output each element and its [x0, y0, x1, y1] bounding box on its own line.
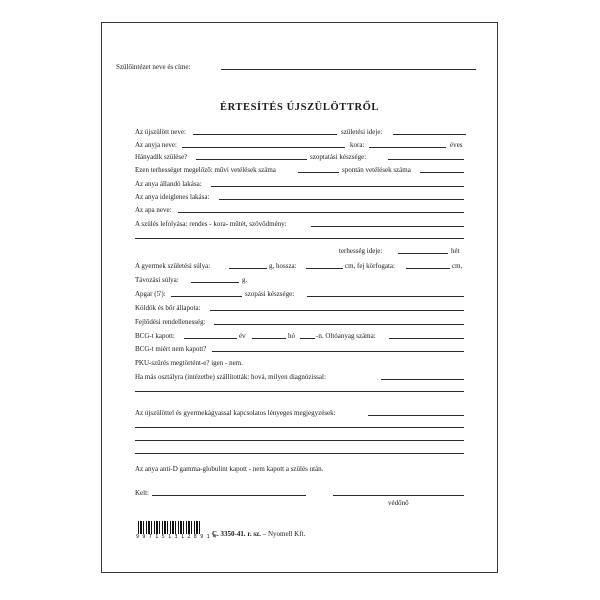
delivery-course-label: A szülés lefolyása: rendes - kora- műtét, szövődmény: [135, 220, 287, 228]
birth-weight-line[interactable] [229, 268, 267, 269]
prior-pregnancy-label: Ezen terhességet megelőző: művi vetélések száma [135, 166, 276, 174]
bcg-year-line[interactable] [184, 338, 237, 339]
umbilical-skin-label: Köldök és bőr állapota: [135, 304, 201, 312]
form-title: ÉRTESÍTÉS ÚJSZÜLÖTTRŐL [219, 102, 379, 113]
barcode-digits: 9 9 7 1 5 1 3 1 2 8 9 1 4 [136, 534, 217, 540]
sucking-label: szopási készsége: [245, 290, 295, 298]
mother-temporary-address-line[interactable] [219, 199, 464, 200]
dated-label: Kelt: [135, 489, 149, 497]
years-label: éves [450, 141, 463, 149]
newborn-name-line[interactable] [193, 134, 337, 135]
bcg-month-line[interactable] [252, 338, 286, 339]
spontaneous-line[interactable] [420, 172, 464, 173]
vaccine-number-line[interactable] [389, 338, 464, 339]
birth-order-label: Hányadik szülése? [135, 153, 188, 161]
pku-label: PKU-szűrés megtörtént-e? igen - nem. [135, 359, 243, 367]
head-circumference-line[interactable] [406, 268, 450, 269]
breastfeeding-label: szoptatási készsége: [310, 153, 367, 161]
pregnancy-duration-label: terhesség ideje: [339, 247, 383, 255]
breastfeeding-line[interactable] [388, 159, 464, 160]
bcg-why-not-label: BCG-t miért nem kapott? [135, 345, 207, 353]
year-label: év [239, 332, 246, 340]
dated-line[interactable] [152, 495, 306, 496]
bcg-why-not-line[interactable] [212, 351, 464, 352]
institution-label: Szülőintézet neve és címe: [116, 63, 191, 71]
form-number: C. 3350-41. r. sz. [212, 530, 261, 538]
grams-length-label: g, hossza: [269, 262, 297, 270]
delivery-course-line[interactable] [311, 226, 464, 227]
pregnancy-duration-line[interactable] [398, 253, 448, 254]
remarks-label: Az újszülöttel és gyermekágyassal kapcsolatos lényeges megjegyzések: [135, 409, 336, 417]
institution-line[interactable] [221, 69, 476, 70]
length-line[interactable] [306, 268, 343, 269]
form-code [212, 530, 305, 538]
publisher: – Nyomell Kft. [262, 530, 306, 538]
age-label: kora: [350, 141, 365, 149]
malformation-label: Fejlődési rendellenesség: [135, 318, 206, 326]
signature-line[interactable] [333, 495, 464, 496]
induced-abortions-line[interactable] [298, 172, 339, 173]
father-name-line[interactable] [178, 212, 464, 213]
mother-name-label: Az anyja neve: [135, 141, 177, 149]
birth-order-line[interactable] [196, 159, 307, 160]
head-circumference-label: cm, fej körfogata: [345, 262, 395, 270]
anti-d-label: Az anya anti-D gamma-globulint kapott - nem kapott a szülés után. [135, 465, 324, 473]
father-name-label: Az apa neve: [135, 206, 172, 214]
birth-date-label: születési ideje: [341, 128, 383, 136]
bcg-day-line[interactable] [300, 338, 315, 339]
transfer-line[interactable] [381, 379, 464, 380]
transfer-line-2[interactable] [135, 391, 464, 392]
birth-weight-label: A gyermek születési súlya: [135, 262, 211, 270]
umbilical-skin-line[interactable] [210, 310, 464, 311]
transfer-label: Ha más osztályra (intézetbe) szállították: hová, milyen diagnózissal: [135, 373, 326, 381]
barcode [138, 521, 200, 534]
g-label: g. [242, 276, 248, 284]
newborn-name-label: Az újszülött neve: [135, 128, 186, 136]
delivery-course-line-2[interactable] [135, 238, 464, 239]
cm-label: cm, [452, 262, 463, 270]
nurse-label: védőnő [388, 499, 409, 507]
apgar-label: Apgar (5'): [135, 290, 166, 298]
week-label: hét [451, 247, 460, 255]
mother-name-line[interactable] [182, 147, 345, 148]
discharge-weight-label: Távozási súlya: [135, 276, 179, 284]
sucking-line[interactable] [307, 296, 464, 297]
birth-date-line[interactable] [393, 134, 466, 135]
bcg-received-label: BCG-t kapott: [135, 332, 175, 340]
remarks-line-2[interactable] [135, 427, 464, 428]
form-sheet [101, 22, 498, 573]
apgar-line[interactable] [171, 296, 242, 297]
spontaneous-label: spontán vetélések száma [342, 166, 411, 174]
mother-temporary-address-label: Az anya ideiglenes lakása: [135, 193, 210, 201]
remarks-line-3[interactable] [135, 440, 464, 441]
remarks-line[interactable] [368, 415, 464, 416]
vaccine-number-label: -n. Oltóanyag száma: [316, 332, 376, 340]
age-line[interactable] [369, 147, 446, 148]
mother-permanent-address-line[interactable] [211, 186, 464, 187]
mother-permanent-address-label: Az anya állandó lakása: [135, 180, 202, 188]
month-label: hó [288, 332, 295, 340]
malformation-line[interactable] [214, 324, 464, 325]
discharge-weight-line[interactable] [191, 282, 239, 283]
remarks-line-4[interactable] [135, 453, 464, 454]
